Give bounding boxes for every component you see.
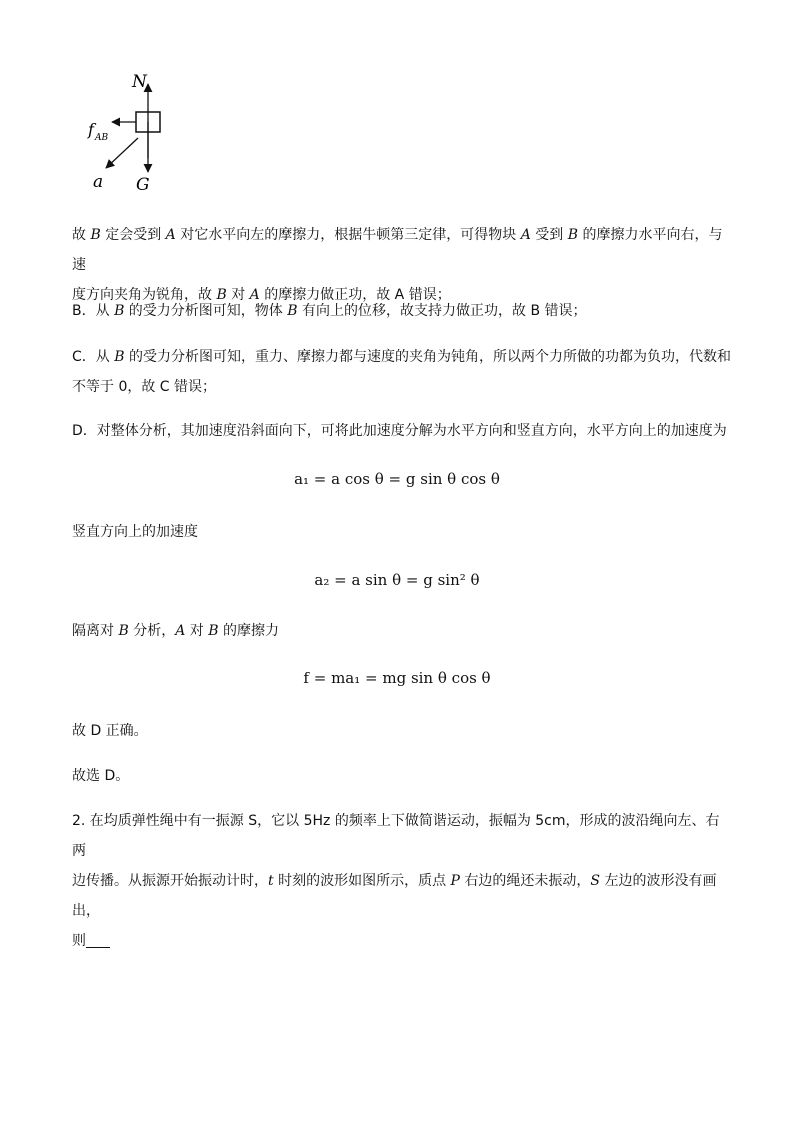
text-run: 定会受到: [100, 227, 166, 243]
paragraph-option-c: [72, 342, 732, 402]
math-variable: A: [520, 227, 531, 243]
answer-blank[interactable]: [86, 931, 110, 948]
question-2: [72, 806, 732, 956]
label-a: a: [93, 172, 104, 192]
math-variable: B: [216, 287, 227, 303]
text-run: 度方向夹角为锐角，故: [72, 287, 217, 303]
text-line: [72, 616, 732, 646]
text-line: [72, 220, 732, 280]
text-run: 对: [226, 287, 250, 303]
text-run: 左边的波形没有画出，: [72, 873, 717, 919]
text-run: C．从: [72, 349, 115, 365]
text-line: [72, 372, 732, 402]
text-run: 竖直方向上的加速度: [72, 524, 198, 540]
text-line: [72, 866, 732, 926]
math-variable: B: [287, 303, 298, 319]
math-variable: P: [450, 873, 460, 889]
text-run: 的受力分析图可知，物体: [124, 303, 288, 319]
text-run: 时刻的波形如图所示，质点: [273, 873, 451, 889]
math-variable: B: [90, 227, 101, 243]
text-run: 不等于 0，故 C 错误；: [72, 379, 217, 395]
text-run: 故 D 正确。: [72, 723, 148, 739]
text-run: B．从: [72, 303, 115, 319]
text-run: D．对整体分析，其加速度沿斜面向下，可将此加速度分解为水平方向和竖直方向，水平方向上的加速度为: [72, 423, 727, 439]
text-line: [72, 517, 732, 547]
paragraph-option-d: [72, 416, 732, 446]
math-variable: t: [268, 873, 274, 889]
label-n: N: [132, 72, 147, 92]
text-line: [72, 926, 732, 956]
math-variable: A: [249, 287, 260, 303]
math-variable: B: [208, 623, 219, 639]
text-run: 的摩擦力做正功，故 A 错误；: [259, 287, 451, 303]
acceleration-arrow: [106, 138, 138, 168]
math-variable: B: [567, 227, 579, 243]
paragraph-option-b: [72, 296, 732, 326]
text-run: 分析，: [128, 623, 176, 639]
equation-a1: a₁ = a cos θ = g sin θ cos θ: [294, 470, 500, 488]
equation-f: f = ma₁ = mg sin θ cos θ: [303, 669, 491, 687]
math-variable: B: [118, 623, 129, 639]
text-run: [72, 933, 86, 949]
paragraph-d-correct: [72, 716, 732, 746]
label-g: G: [136, 175, 150, 195]
equation-a2: a₂ = a sin θ = g sin² θ: [314, 571, 480, 589]
math-variable: S: [590, 873, 601, 889]
text-line: [72, 761, 732, 791]
math-variable: A: [165, 227, 176, 243]
text-line: [72, 342, 732, 372]
text-run: 对: [185, 623, 209, 639]
text-run: 边传播。从振源开始振动计时，: [72, 873, 268, 889]
text-line: [72, 416, 732, 446]
label-f: f: [88, 120, 94, 139]
text-run: 故: [72, 227, 91, 243]
paragraph-isolate: [72, 616, 732, 646]
text-run: 的摩擦力水平向右，与速: [72, 227, 723, 273]
text-run: 受到: [530, 227, 568, 243]
force-diagram: [80, 68, 180, 198]
text-run: 2. 在均质弹性绳中有一振源 S，它以 5Hz 的频率上下做简谐运动，振幅为 5cm，形成的波沿绳向左、右两: [72, 813, 720, 859]
text-run: 故选 D。: [72, 768, 130, 784]
paragraph-vertical: [72, 517, 732, 547]
text-run: 对它水平向左的摩擦力，根据牛顿第三定律，可得物块: [175, 227, 521, 243]
text-run: 隔离对: [72, 623, 119, 639]
math-variable: B: [114, 349, 125, 365]
text-line: [72, 806, 732, 866]
text-run: 右边的绳还未振动，: [459, 873, 591, 889]
paragraph-answer: [72, 761, 732, 791]
text-run: 的摩擦力: [218, 623, 279, 639]
text-run: 则: [72, 933, 86, 949]
math-variable: B: [114, 303, 125, 319]
label-f-sub: AB: [95, 133, 109, 143]
text-run: 有向上的位移，故支持力做正功，故 B 错误；: [297, 303, 587, 319]
math-variable: A: [175, 623, 186, 639]
text-line: [72, 716, 732, 746]
text-line: [72, 296, 732, 326]
text-run: 的受力分析图可知，重力、摩擦力都与速度的夹角为钝角，所以两个力所做的功都为负功，代数和: [124, 349, 731, 365]
